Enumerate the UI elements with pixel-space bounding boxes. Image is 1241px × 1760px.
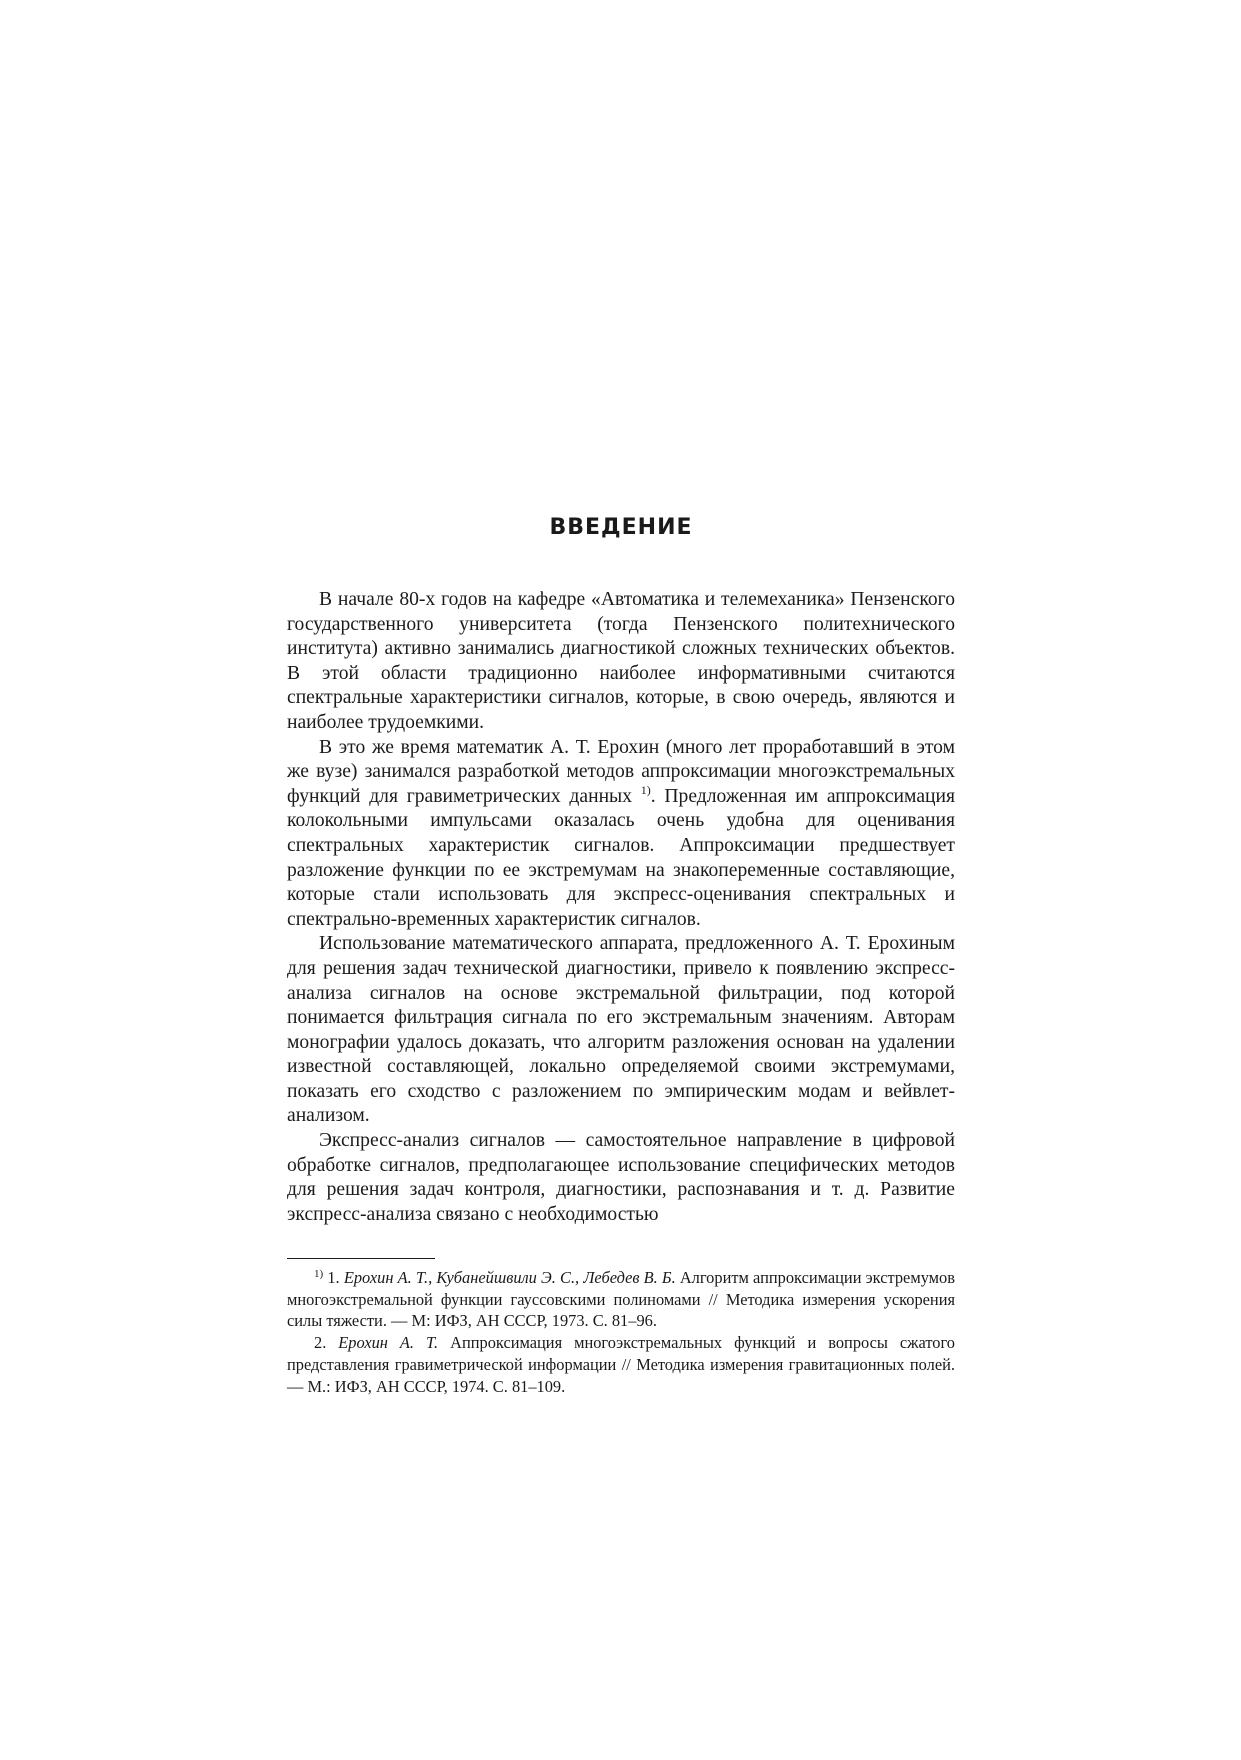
paragraph-2-text-a: В это же время математик А. Т. Ерохин (много лет проработавший в этом же вузе) занимался разработкой методов аппроксимации многоэкстремальных функций для гравиметрических данных: [287, 736, 955, 807]
footnotes: [287, 1267, 955, 1397]
footnote-reference[interactable]: 1): [640, 782, 651, 797]
footnote-2-number: 2.: [314, 1333, 327, 1353]
paragraph-2: [287, 736, 955, 933]
footnote-2: [287, 1332, 955, 1397]
footnote-1-text: Алгоритм аппроксимации экстремумов многоэкстремальной функции гауссовскими полиномами // Методика измерения ускорения силы тяжести. — М: ИФЗ, АН СССР, 1973. С. 81–96.: [287, 1268, 955, 1331]
footnote-1: [287, 1267, 955, 1332]
paragraph-1: В начале 80-х годов на кафедре «Автоматика и телемеханика» Пензенского государственного университета (тогда Пензенского политехнического института) активно занимались диагностикой сложных технических объектов. В этой области традиционно наиболее информативными считаются спектральные характеристики сигналов, которые, в свою очередь, являются и наиболее трудоемкими.: [287, 589, 955, 733]
paragraph-3: Использование математического аппарата, предложенного А. Т. Ерохиным для решения задач технической диагностики, привело к появлению экспресс-анализа сигналов на основе экстремальной фильтрации, под которой понимается фильтрация сигнала по его экстремальным значениям. Авторам монографии удалось доказать, что алгоритм разложения основан на удалении известной составляющей, локально определяемой своими экстремумами, показать его сходство с разложением по эмпирическим модам и вейвлет-анализом.: [287, 933, 955, 1127]
footnote-2-authors: Ерохин А. Т.: [338, 1333, 439, 1353]
footnote-divider: [287, 1258, 435, 1259]
footnote-1-number: 1.: [327, 1268, 340, 1287]
footnote-2-text: Аппроксимация многоэкстремальных функций и вопросы сжатого представления гравиметрической информации // Методика измерения гравитационных полей. — М.: ИФЗ, АН СССР, 1974. С. 81–109.: [287, 1333, 955, 1396]
footnote-mark: 1): [314, 1268, 324, 1280]
paragraph-4: Экспресс-анализ сигналов — самостоятельное направление в цифровой обработке сигналов, предполагающее использование специфических методов для решения задач контроля, диагностики, распознавания и т. д. Развитие экспресс-анализа связано с необходимостью: [287, 1130, 955, 1225]
footnote-1-authors: Ерохин А. Т., Кубанейшвили Э. С., Лебедев В. Б.: [343, 1268, 676, 1287]
paragraph-2-text-b: . Предложенная им аппроксимация колокольными импульсами оказалась очень удобна для оценивания спектральных характеристик сигналов. Аппроксимации предшествует разложение функции по ее экстремумам на знакопеременные составляющие, которые стали использовать для экспресс-оценивания спектральных и спектрально-временных характеристик сигналов.: [287, 785, 955, 930]
main-text: [287, 588, 955, 1227]
chapter-heading: ВВЕДЕНИЕ: [549, 515, 693, 540]
